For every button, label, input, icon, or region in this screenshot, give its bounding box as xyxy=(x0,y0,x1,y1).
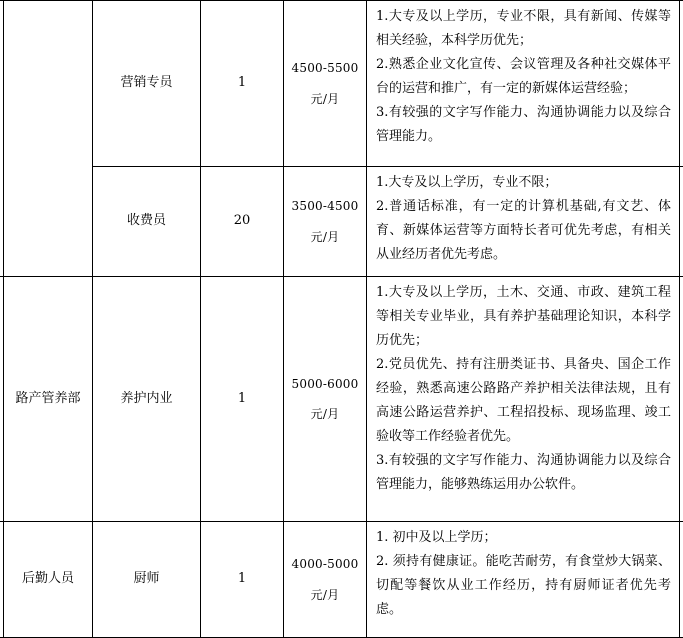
position-cell xyxy=(93,167,200,276)
requirements-cell xyxy=(367,522,679,637)
salary-unit: 元/月 xyxy=(310,407,340,421)
department-name: 后勤人员 xyxy=(21,571,74,587)
headcount: 20 xyxy=(233,213,251,229)
requirement-item: 1.大专及以上学历，专业不限，具有新闻、传媒等相关经验，本科学历优先； xyxy=(376,9,671,48)
count-cell xyxy=(201,167,283,276)
department-cell xyxy=(4,522,92,637)
salary-cell xyxy=(284,167,366,276)
salary-cell xyxy=(284,1,366,166)
salary-range: 3500-4500 xyxy=(291,199,359,214)
headcount: 1 xyxy=(237,75,247,91)
position-name: 收费员 xyxy=(126,213,166,229)
salary-unit: 元/月 xyxy=(310,587,340,602)
salary-cell xyxy=(284,277,366,521)
department-name: 路产管养部 xyxy=(15,390,81,406)
requirements-cell xyxy=(367,277,679,521)
col-divider xyxy=(679,0,680,638)
count-cell xyxy=(201,1,283,166)
requirement-item: 2. 须持有健康证。能吃苦耐劳，有食堂炒大锅菜、切配等餐饮从业工作经历，持有厨师证者优先考虑。 xyxy=(376,554,671,617)
requirements-cell xyxy=(367,1,679,166)
requirement-item: 1. 初中及以上学历； xyxy=(376,530,497,545)
requirement-item: 2.熟悉企业文化宣传、会议管理及各种社交媒体平台的运营和推广，有一定的新媒体运营经验； xyxy=(376,57,671,96)
position-cell xyxy=(93,1,200,166)
salary-range: 5000-6000 xyxy=(291,376,359,391)
count-cell xyxy=(201,277,283,521)
count-cell xyxy=(201,522,283,637)
salary-range: 4000-5000 xyxy=(291,557,359,572)
salary-cell xyxy=(284,522,366,637)
salary-unit: 元/月 xyxy=(310,229,340,244)
salary-unit: 元/月 xyxy=(310,91,340,106)
requirement-item: 3.有较强的文字写作能力、沟通协调能力以及综合管理能力，能够熟练运用办公软件。 xyxy=(376,453,671,492)
position-cell xyxy=(93,522,200,637)
requirement-item: 2.普通话标准，有一定的计算机基础,有文艺、体育、新媒体运营等方面特长者可优先考虑，有相关从业经历者优先考虑。 xyxy=(376,199,671,262)
requirement-item: 1.大专及以上学历，土木、交通、市政、建筑工程等相关专业毕业，具有养护基础理论知识，本科学历优先； xyxy=(376,285,671,348)
department-cell xyxy=(4,277,92,521)
salary-range: 4500-5500 xyxy=(291,61,359,76)
headcount: 1 xyxy=(237,390,247,406)
headcount: 1 xyxy=(237,571,247,587)
requirements-cell xyxy=(367,167,679,276)
position-name: 厨师 xyxy=(133,571,160,587)
requirement-item: 2.党员优先、持有注册类证书、具备央、国企工作经验，熟悉高速公路路产养护相关法律法规，且有高速公路运营养护、工程招投标、现场监理、竣工验收等工作经验者优先。 xyxy=(376,357,671,444)
position-cell xyxy=(93,277,200,521)
position-name: 营销专员 xyxy=(120,75,173,91)
requirement-item: 3.有较强的文字写作能力、沟通协调能力以及综合管理能力。 xyxy=(376,105,671,144)
position-name: 养护内业 xyxy=(120,390,173,406)
requirement-item: 1.大专及以上学历，专业不限； xyxy=(376,175,558,190)
